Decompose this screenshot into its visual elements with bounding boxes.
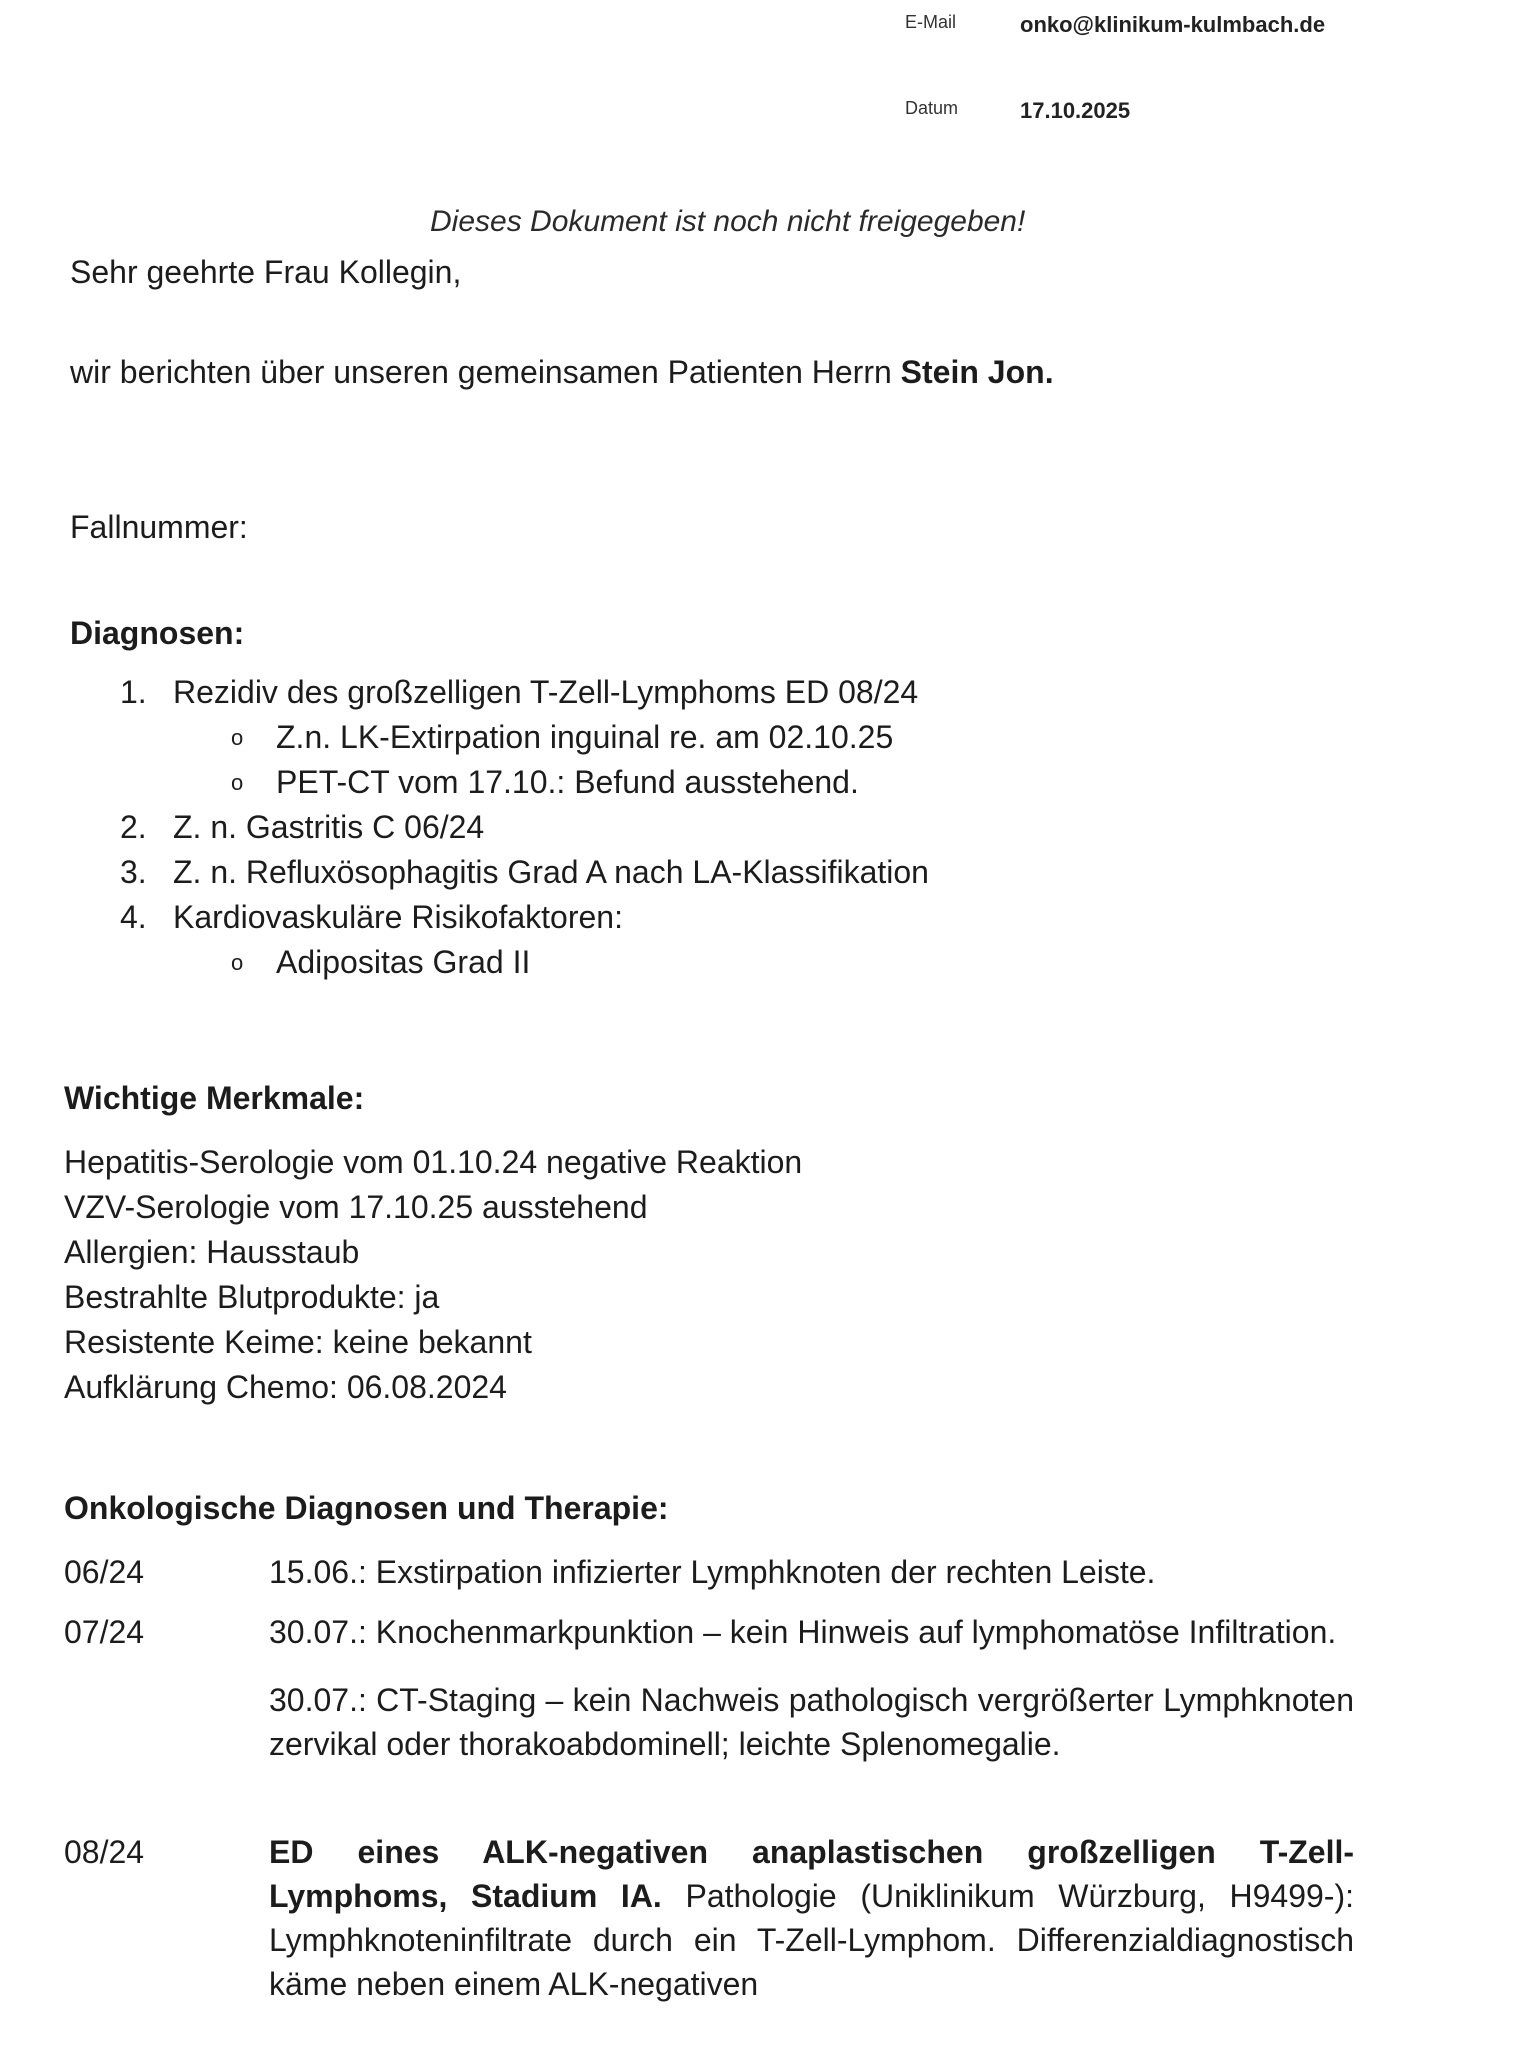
diagnosis-subitem-text: Adipositas Grad II [276, 944, 531, 980]
features-heading: Wichtige Merkmale: [64, 1080, 365, 1116]
therapy-entries [269, 1610, 1354, 1790]
diagnosis-item [120, 895, 929, 985]
diagnoses-list [120, 670, 929, 985]
therapy-entries [269, 1550, 1354, 1618]
diagnosis-summary: ED eines ALK-negativen anaplastischen großzelligen T-Zell-Lymphoms, Stadium IA. [269, 1834, 1354, 1914]
therapy-date: 08/24 [64, 1834, 145, 1870]
diagnosis-subitem-text: PET-CT vom 17.10.: Befund ausstehend. [276, 764, 859, 800]
salutation: Sehr geehrte Frau Kollegin, [70, 254, 462, 290]
date-label: Datum [905, 98, 959, 118]
onco-heading: Onkologische Diagnosen und Therapie: [64, 1490, 669, 1526]
therapy-entry: 30.07.: CT-Staging – kein Nachweis pathologisch vergrößerter Lymphknoten zervikal oder thorakoabdominell; leichte Splenomegalie. [269, 1682, 1354, 1762]
therapy-entry: 15.06.: Exstirpation infizierter Lymphknoten der rechten Leiste. [269, 1554, 1156, 1590]
intro-text: wir berichten über unseren gemeinsamen Patienten Herrn [70, 354, 901, 390]
circle-bullet-icon: o [231, 950, 244, 975]
diagnosis-sublist [173, 940, 929, 985]
diagnosis-item [120, 805, 929, 850]
diagnosis-subitem-text: Z.n. LK-Extirpation inguinal re. am 02.10.25 [276, 719, 894, 755]
intro-paragraph [70, 350, 1054, 394]
date-value: 17.10.2025 [1020, 98, 1131, 123]
diagnosis-number: 2. [120, 809, 147, 845]
circle-bullet-icon: o [231, 725, 244, 750]
diagnosis-text: Z. n. Gastritis C 06/24 [173, 809, 485, 845]
diagnoses-heading: Diagnosen: [70, 615, 245, 651]
diagnosis-sublist [173, 715, 929, 805]
therapy-entry: 30.07.: Knochenmarkpunktion – kein Hinweis auf lymphomatöse Infiltration. [269, 1614, 1337, 1650]
draft-notice: Dieses Dokument ist noch nicht freigegeben! [430, 205, 1026, 238]
diagnosis-text: Z. n. Refluxösophagitis Grad A nach LA-Klassifikation [173, 854, 929, 890]
pathology-text: Pathologie (Uniklinikum Würzburg, H9499-): Lymphknoteninfiltrate durch ein T-Zell-Lymphom. Differenzialdiagnostisch käme neben einem ALK-negativen [269, 1878, 1355, 2002]
diagnosis-item [120, 850, 929, 895]
circle-bullet-icon: o [231, 770, 244, 795]
feature-line: Bestrahlte Blutprodukte: ja [64, 1279, 440, 1315]
email-label: E-Mail [905, 12, 957, 32]
therapy-entries [269, 1830, 1354, 2030]
diagnosis-subitem [173, 715, 929, 760]
diagnosis-text: Rezidiv des großzelligen T-Zell-Lymphoms ED 08/24 [173, 674, 919, 710]
diagnosis-text: Kardiovaskuläre Risikofaktoren: [173, 899, 623, 935]
features-list [64, 1140, 802, 1410]
feature-line: Aufklärung Chemo: 06.08.2024 [64, 1369, 507, 1405]
diagnosis-subitem [173, 940, 929, 985]
therapy-date: 07/24 [64, 1614, 145, 1650]
diagnosis-item [120, 670, 929, 805]
therapy-date: 06/24 [64, 1554, 145, 1590]
diagnosis-number: 4. [120, 899, 147, 935]
patient-name: Stein Jon. [900, 354, 1054, 390]
diagnosis-subitem [173, 760, 929, 805]
diagnosis-number: 3. [120, 854, 147, 890]
case-number-label: Fallnummer: [70, 509, 248, 545]
feature-line: VZV-Serologie vom 17.10.25 ausstehend [64, 1189, 648, 1225]
feature-line: Resistente Keime: keine bekannt [64, 1324, 532, 1360]
email-value: onko@klinikum-kulmbach.de [1020, 12, 1326, 37]
therapy-entry [269, 1830, 1354, 2006]
feature-line: Allergien: Hausstaub [64, 1234, 360, 1270]
diagnosis-number: 1. [120, 674, 147, 710]
feature-line: Hepatitis-Serologie vom 01.10.24 negative Reaktion [64, 1144, 803, 1180]
